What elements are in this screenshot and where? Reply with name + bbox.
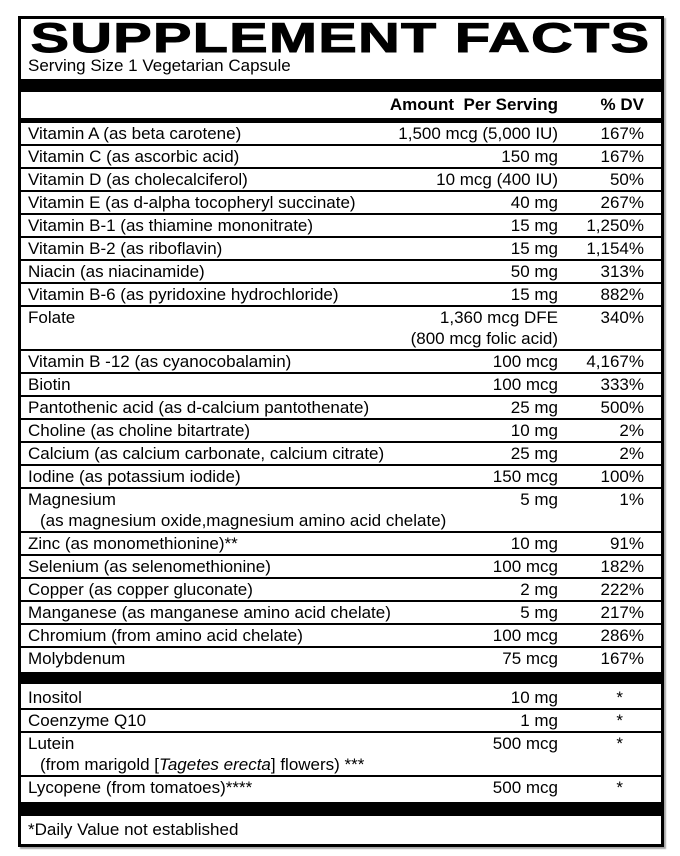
table-row	[21, 397, 661, 420]
table-row-main	[21, 733, 661, 754]
nutrient-dv: 1%	[619, 490, 644, 509]
nutrient-amount	[501, 146, 558, 167]
nutrient-dv: 167%	[600, 147, 644, 166]
nutrient-name: Selenium (as selenomethionine)	[28, 557, 271, 576]
table-row	[21, 351, 661, 374]
nutrient-amount	[511, 261, 558, 282]
table-row-main	[21, 625, 661, 646]
table-row-main	[21, 602, 661, 623]
nutrient-name: Lutein	[28, 734, 75, 753]
nutrient-dv: 50%	[609, 170, 644, 189]
nutrient-amount-primary: 50 mg	[510, 262, 558, 281]
table-row-main	[21, 710, 661, 731]
table-row-main	[21, 192, 661, 213]
nutrient-amount-primary: 100 mcg	[492, 557, 558, 576]
nutrient-amount	[502, 648, 558, 669]
nutrient-amount-primary: 10 mcg (400 IU)	[436, 170, 558, 189]
nutrient-source-note: (as magnesium oxide,magnesium amino acid chelate)	[40, 511, 447, 530]
table-row	[21, 374, 661, 397]
nutrient-dv: 100%	[600, 467, 644, 486]
nutrient-name: Calcium (as calcium carbonate, calcium citrate)	[28, 444, 385, 463]
nutrient-amount-primary: 5 mg	[520, 603, 558, 622]
nutrient-name: Vitamin D (as cholecalciferol)	[28, 170, 248, 189]
table-row	[21, 123, 661, 146]
nutrient-dv: 1,154%	[586, 239, 644, 258]
nutrient-amount-primary: 15 mg	[510, 216, 558, 235]
nutrient-dv: 500%	[600, 398, 644, 417]
nutrient-name: Vitamin A (as beta carotene)	[28, 124, 242, 143]
nutrient-amount	[493, 777, 558, 798]
table-row	[21, 489, 661, 533]
nutrient-dv: 313%	[600, 262, 644, 281]
nutrient-dv: *	[616, 734, 624, 753]
table-row	[21, 648, 661, 669]
nutrient-amount	[511, 420, 558, 441]
nutrient-amount-primary: 1 mg	[520, 711, 558, 730]
nutrient-amount	[511, 443, 558, 464]
table-row	[21, 579, 661, 602]
nutrient-amount-primary: 25 mg	[510, 398, 558, 417]
nutrient-amount-primary: 100 mcg	[492, 375, 558, 394]
table-row-main	[21, 284, 661, 305]
nutrient-dv: 333%	[600, 375, 644, 394]
nutrient-name: Copper (as copper gluconate)	[28, 580, 253, 599]
nutrient-name: Manganese (as manganese amino acid chelate)	[28, 603, 391, 622]
table-row-main	[21, 648, 661, 669]
nutrient-dv: 222%	[600, 580, 644, 599]
nutrient-amount	[511, 397, 558, 418]
nutrient-amount	[511, 238, 558, 259]
nutrient-amount-primary: 5 mg	[520, 490, 558, 509]
table-row-main	[21, 420, 661, 441]
nutrient-amount	[493, 351, 558, 372]
amount-per-serving-header: Amount Per Serving	[389, 95, 558, 114]
table-row	[21, 146, 661, 169]
nutrient-name: Inositol	[28, 688, 82, 707]
nutrient-dv: 882%	[600, 285, 644, 304]
table-row-main	[21, 533, 661, 554]
nutrient-amount	[493, 466, 558, 487]
scientific-name: Tagetes erecta	[159, 755, 271, 774]
nutrient-amount-primary: 40 mg	[510, 193, 558, 212]
nutrient-name: Vitamin B-2 (as riboflavin)	[28, 239, 223, 258]
note-text: (from marigold [	[40, 755, 160, 774]
nutrient-dv: 217%	[600, 603, 644, 622]
nutrient-dv: 340%	[600, 308, 644, 327]
footnote: *Daily Value not established	[28, 820, 239, 839]
table-row-main	[21, 261, 661, 282]
nutrient-amount	[411, 307, 558, 349]
nutrient-name: Vitamin B-1 (as thiamine mononitrate)	[28, 216, 314, 235]
nutrient-amount	[493, 733, 558, 754]
nutrient-dv: *	[616, 688, 624, 707]
nutrient-name: Niacin (as niacinamide)	[28, 262, 205, 281]
table-row-main	[21, 579, 661, 600]
nutrient-amount-primary: 10 mg	[510, 688, 558, 707]
nutrient-amount	[511, 215, 558, 236]
nutrient-amount-primary: 150 mg	[501, 147, 558, 166]
table-row	[21, 466, 661, 489]
table-row	[21, 710, 661, 733]
table-row	[21, 443, 661, 466]
table-row-main	[21, 169, 661, 190]
nutrient-dv: 182%	[600, 557, 644, 576]
nutrient-amount-primary: 25 mg	[510, 444, 558, 463]
table-row	[21, 777, 661, 798]
nutrient-name: Chromium (from amino acid chelate)	[28, 626, 303, 645]
column-header-row	[21, 92, 661, 118]
nutrient-dv: 1,250%	[586, 216, 644, 235]
table-row-main	[21, 374, 661, 395]
table-row-main	[21, 123, 661, 144]
table-row-main	[21, 215, 661, 236]
nutrient-amount-primary: 10 mg	[510, 421, 558, 440]
nutrient-amount-primary: 500 mcg	[492, 778, 558, 797]
nutrient-amount-primary: 2 mg	[520, 580, 558, 599]
nutrient-amount-primary: 1,500 mcg (5,000 IU)	[398, 124, 558, 143]
table-row	[21, 556, 661, 579]
nutrient-name: Zinc (as monomethionine)**	[28, 534, 238, 553]
nutrient-amount	[493, 374, 558, 395]
table-row	[21, 687, 661, 710]
table-row-main	[21, 146, 661, 167]
nutrient-dv: 267%	[600, 193, 644, 212]
nutrient-dv: 91%	[609, 534, 644, 553]
nutrient-dv: 167%	[600, 124, 644, 143]
nutrient-name: Vitamin B -12 (as cyanocobalamin)	[28, 352, 292, 371]
nutrient-amount	[520, 602, 558, 623]
nutrient-amount	[511, 284, 558, 305]
nutrient-amount	[520, 579, 558, 600]
table-row	[21, 602, 661, 625]
table-row	[21, 733, 661, 777]
table-row	[21, 284, 661, 307]
serving-size: Serving Size 1 Vegetarian Capsule	[28, 56, 291, 75]
nutrient-dv: 4,167%	[586, 352, 644, 371]
divider-bar-middle	[21, 672, 661, 684]
nutrient-source-note	[21, 754, 661, 775]
nutrient-dv: 2%	[619, 421, 644, 440]
table-row-main	[21, 307, 661, 349]
nutrient-name: Coenzyme Q10	[28, 711, 147, 730]
nutrient-amount-primary: 500 mcg	[492, 734, 558, 753]
table-row-main	[21, 351, 661, 372]
table-row-main	[21, 556, 661, 577]
nutrient-name: Pantothenic acid (as d-calcium pantothenate)	[28, 398, 370, 417]
nutrient-amount-primary: 10 mg	[510, 534, 558, 553]
table-row	[21, 420, 661, 443]
nutrient-name: Molybdenum	[28, 649, 126, 668]
table-row-main	[21, 777, 661, 798]
nutrient-name: Lycopene (from tomatoes)****	[28, 778, 253, 797]
nutrient-amount	[511, 192, 558, 213]
nutrient-dv: *	[616, 778, 624, 797]
table-row	[21, 533, 661, 556]
nutrient-name: Vitamin E (as d-alpha tocopheryl succinate)	[28, 193, 356, 212]
table-row	[21, 169, 661, 192]
nutrients-table	[21, 123, 661, 669]
table-row	[21, 238, 661, 261]
supplement-facts-label	[18, 16, 664, 847]
table-row-main	[21, 466, 661, 487]
percent-dv-header: % DV	[600, 95, 644, 114]
nutrient-amount	[398, 123, 558, 144]
nutrient-amount-primary: 100 mcg	[492, 352, 558, 371]
nutrient-amount	[493, 625, 558, 646]
nutrient-amount	[511, 533, 558, 554]
nutrient-dv: *	[616, 711, 624, 730]
nutrient-amount-primary: 100 mcg	[492, 626, 558, 645]
nutrient-amount	[520, 489, 558, 510]
table-row	[21, 625, 661, 648]
table-row-main	[21, 238, 661, 259]
table-row	[21, 307, 661, 351]
nutrient-amount-primary: 150 mcg	[492, 467, 558, 486]
nutrient-amount	[436, 169, 558, 190]
table-row-main	[21, 397, 661, 418]
nutrient-name: Vitamin B-6 (as pyridoxine hydrochloride)	[28, 285, 339, 304]
divider-bar-top	[21, 79, 661, 92]
table-row-main	[21, 489, 661, 510]
table-row-main	[21, 443, 661, 464]
nutrient-amount-primary: 15 mg	[510, 239, 558, 258]
table-row	[21, 261, 661, 284]
nutrient-amount-primary: 1,360 mcg DFE	[439, 308, 558, 327]
nutrient-amount	[493, 556, 558, 577]
nutrient-dv: 286%	[600, 626, 644, 645]
nutrient-amount-secondary: (800 mcg folic acid)	[410, 329, 558, 348]
nutrient-name: Biotin	[28, 375, 71, 394]
nutrient-dv: 167%	[600, 649, 644, 668]
nutrient-name: Choline (as choline bitartrate)	[28, 421, 251, 440]
nutrient-dv: 2%	[619, 444, 644, 463]
label-title: SUPPLEMENT FACTS	[30, 16, 651, 61]
nutrient-amount-primary: 75 mcg	[502, 649, 558, 668]
divider-bar-bottom	[21, 802, 661, 816]
nutrient-amount	[511, 687, 558, 708]
table-row-main	[21, 687, 661, 708]
nutrient-amount-primary: 15 mg	[510, 285, 558, 304]
table-row	[21, 192, 661, 215]
table-row	[21, 215, 661, 238]
nutrient-name: Iodine (as potassium iodide)	[28, 467, 241, 486]
nutrient-amount	[520, 710, 558, 731]
nutrient-name: Folate	[28, 308, 76, 327]
note-text: ] flowers) ***	[270, 755, 365, 774]
nutrient-name: Vitamin C (as ascorbic acid)	[28, 147, 240, 166]
other-ingredients-table	[21, 687, 661, 798]
nutrient-name: Magnesium	[28, 490, 116, 509]
